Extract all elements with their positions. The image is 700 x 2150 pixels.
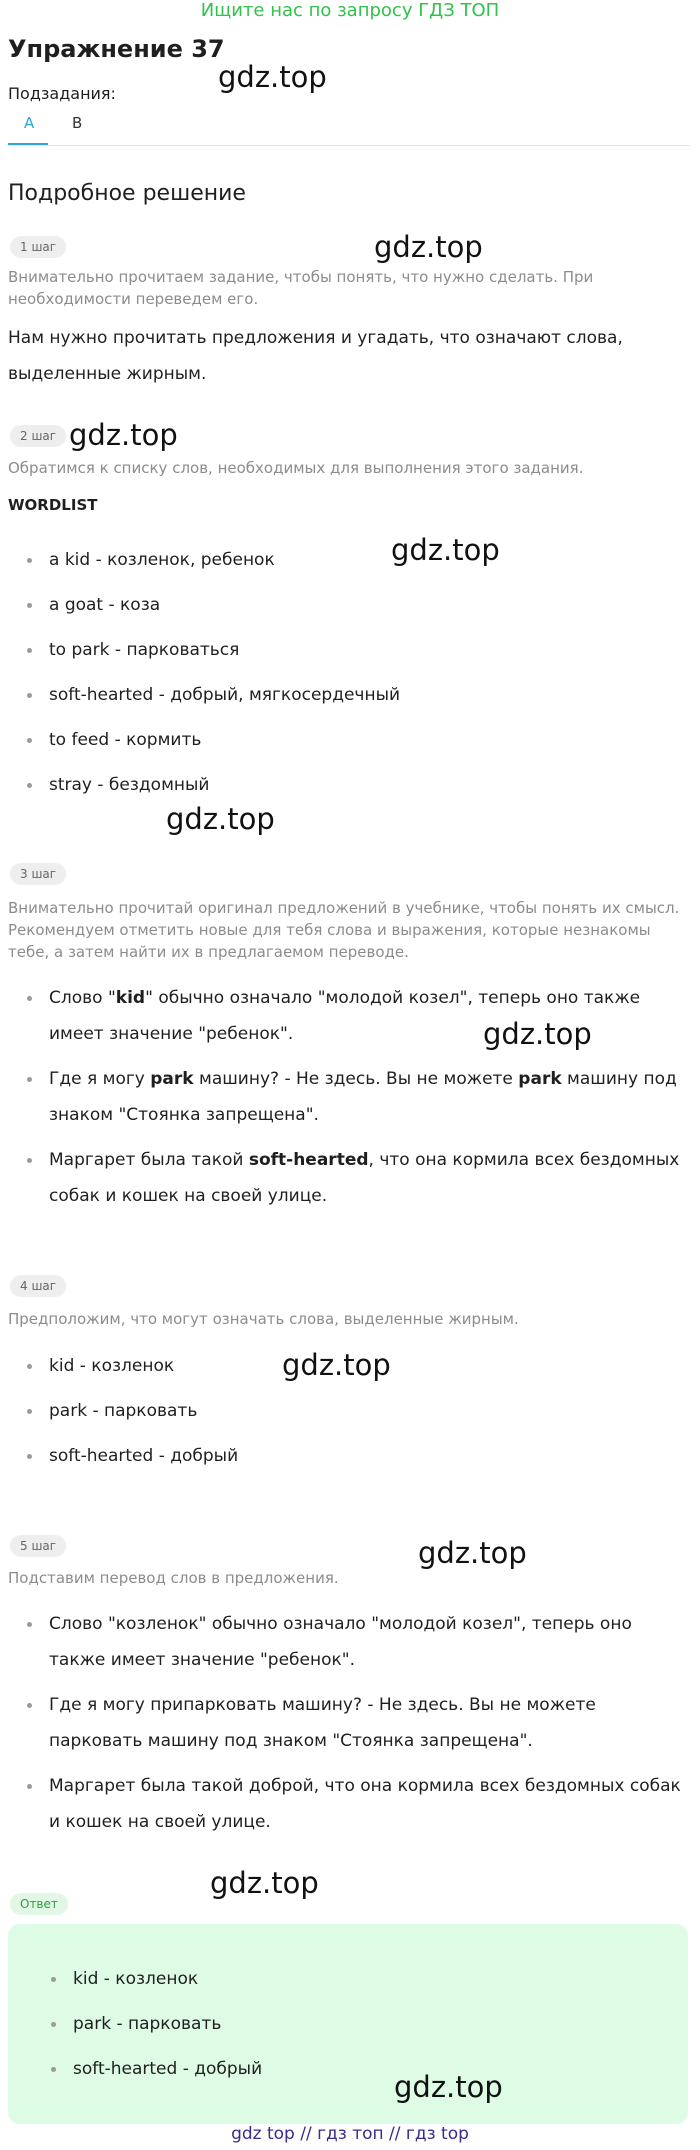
watermark: gdz.top: [282, 1348, 391, 1382]
step-1-hint: Внимательно прочитаем задание, чтобы понять, что нужно сделать. При необходимости переведем его.: [8, 268, 594, 308]
list-item: soft-hearted - добрый: [32, 2052, 262, 2097]
watermark: gdz.top: [69, 418, 178, 452]
tabs-divider: [8, 145, 690, 146]
step-1-text: Нам нужно прочитать предложения и угадать, что означают слова, выделенные жирным.: [8, 328, 623, 384]
tab-a[interactable]: A: [24, 114, 35, 132]
watermark: gdz.top: [166, 802, 275, 836]
watermark: gdz.top: [391, 533, 500, 567]
watermark: gdz.top: [374, 230, 483, 264]
footer-links: gdz top // гдз топ // гдз top: [231, 2124, 469, 2144]
list-item: Маргарет была такой soft-hearted, что она кормила всех бездомных собак и кошек на своей улице.: [8, 1142, 689, 1214]
watermark: gdz.top: [418, 1536, 527, 1570]
translated-sentences: [8, 1606, 689, 1849]
page-title: Упражнение 37: [8, 35, 225, 63]
step-5-hint: Подставим перевод слов в предложения.: [8, 1569, 339, 1587]
watermark: gdz.top: [483, 1017, 592, 1051]
watermark: gdz.top: [210, 1866, 319, 1900]
step-4-badge: 4 шаг: [10, 1275, 66, 1297]
list-item: to feed - кормить: [8, 723, 400, 768]
list-item: Слово "козленок" обычно означало "молодой козел", теперь оно также имеет значение "ребенок".: [8, 1606, 689, 1678]
watermark: gdz.top: [218, 60, 327, 94]
section-title: Подробное решение: [8, 181, 246, 206]
answer-list: [32, 1962, 262, 2097]
search-banner: Ищите нас по запросу ГДЗ ТОП: [200, 0, 500, 21]
step-5-badge: 5 шаг: [10, 1535, 66, 1557]
wordlist: [8, 543, 400, 813]
step-2-hint: Обратимся к списку слов, необходимых для выполнения этого задания.: [8, 459, 584, 477]
list-item: park - парковать: [32, 2007, 262, 2052]
list-item: Где я могу припарковать машину? - Не здесь. Вы не можете парковать машину под знаком "Стоянка запрещена".: [8, 1687, 689, 1759]
list-item: soft-hearted - добрый, мягкосердечный: [8, 678, 400, 723]
list-item: a kid - козленок, ребенок: [8, 543, 400, 588]
step-3-hint: Внимательно прочитай оригинал предложений в учебнике, чтобы понять их смысл. Рекомендуем отметить новые для тебя слова и выражения, которые незнакомы тебе, а затем найти их в предлагаемом переводе.: [8, 899, 680, 961]
list-item: to park - парковаться: [8, 633, 400, 678]
step-4-hint: Предположим, что могут означать слова, выделенные жирным.: [8, 1310, 519, 1328]
list-item: Маргарет была такой доброй, что она кормила всех бездомных собак и кошек на своей улице.: [8, 1768, 689, 1840]
step-1-badge: 1 шаг: [10, 236, 66, 258]
wordlist-heading: WORDLIST: [8, 496, 98, 514]
tab-b[interactable]: B: [72, 114, 83, 132]
list-item: Слово "kid" обычно означало "молодой козел", теперь оно также имеет значение "ребенок".: [8, 980, 689, 1052]
list-item: kid - козленок: [32, 1962, 262, 2007]
list-item: kid - козленок: [8, 1349, 238, 1394]
step-2-badge: 2 шаг: [10, 425, 66, 447]
list-item: park - парковать: [8, 1394, 238, 1439]
subtasks-label: Подзадания:: [8, 84, 116, 103]
list-item: Где я могу park машину? - Не здесь. Вы не можете park машину под знаком "Стоянка запрещена".: [8, 1061, 689, 1133]
list-item: a goat - коза: [8, 588, 400, 633]
step-3-badge: 3 шаг: [10, 863, 66, 885]
answer-badge: Ответ: [10, 1893, 68, 1915]
list-item: soft-hearted - добрый: [8, 1439, 238, 1484]
active-tab-indicator: [8, 143, 48, 145]
guess-list: [8, 1349, 238, 1484]
watermark: gdz.top: [394, 2070, 503, 2104]
list-item: stray - бездомный: [8, 768, 400, 813]
